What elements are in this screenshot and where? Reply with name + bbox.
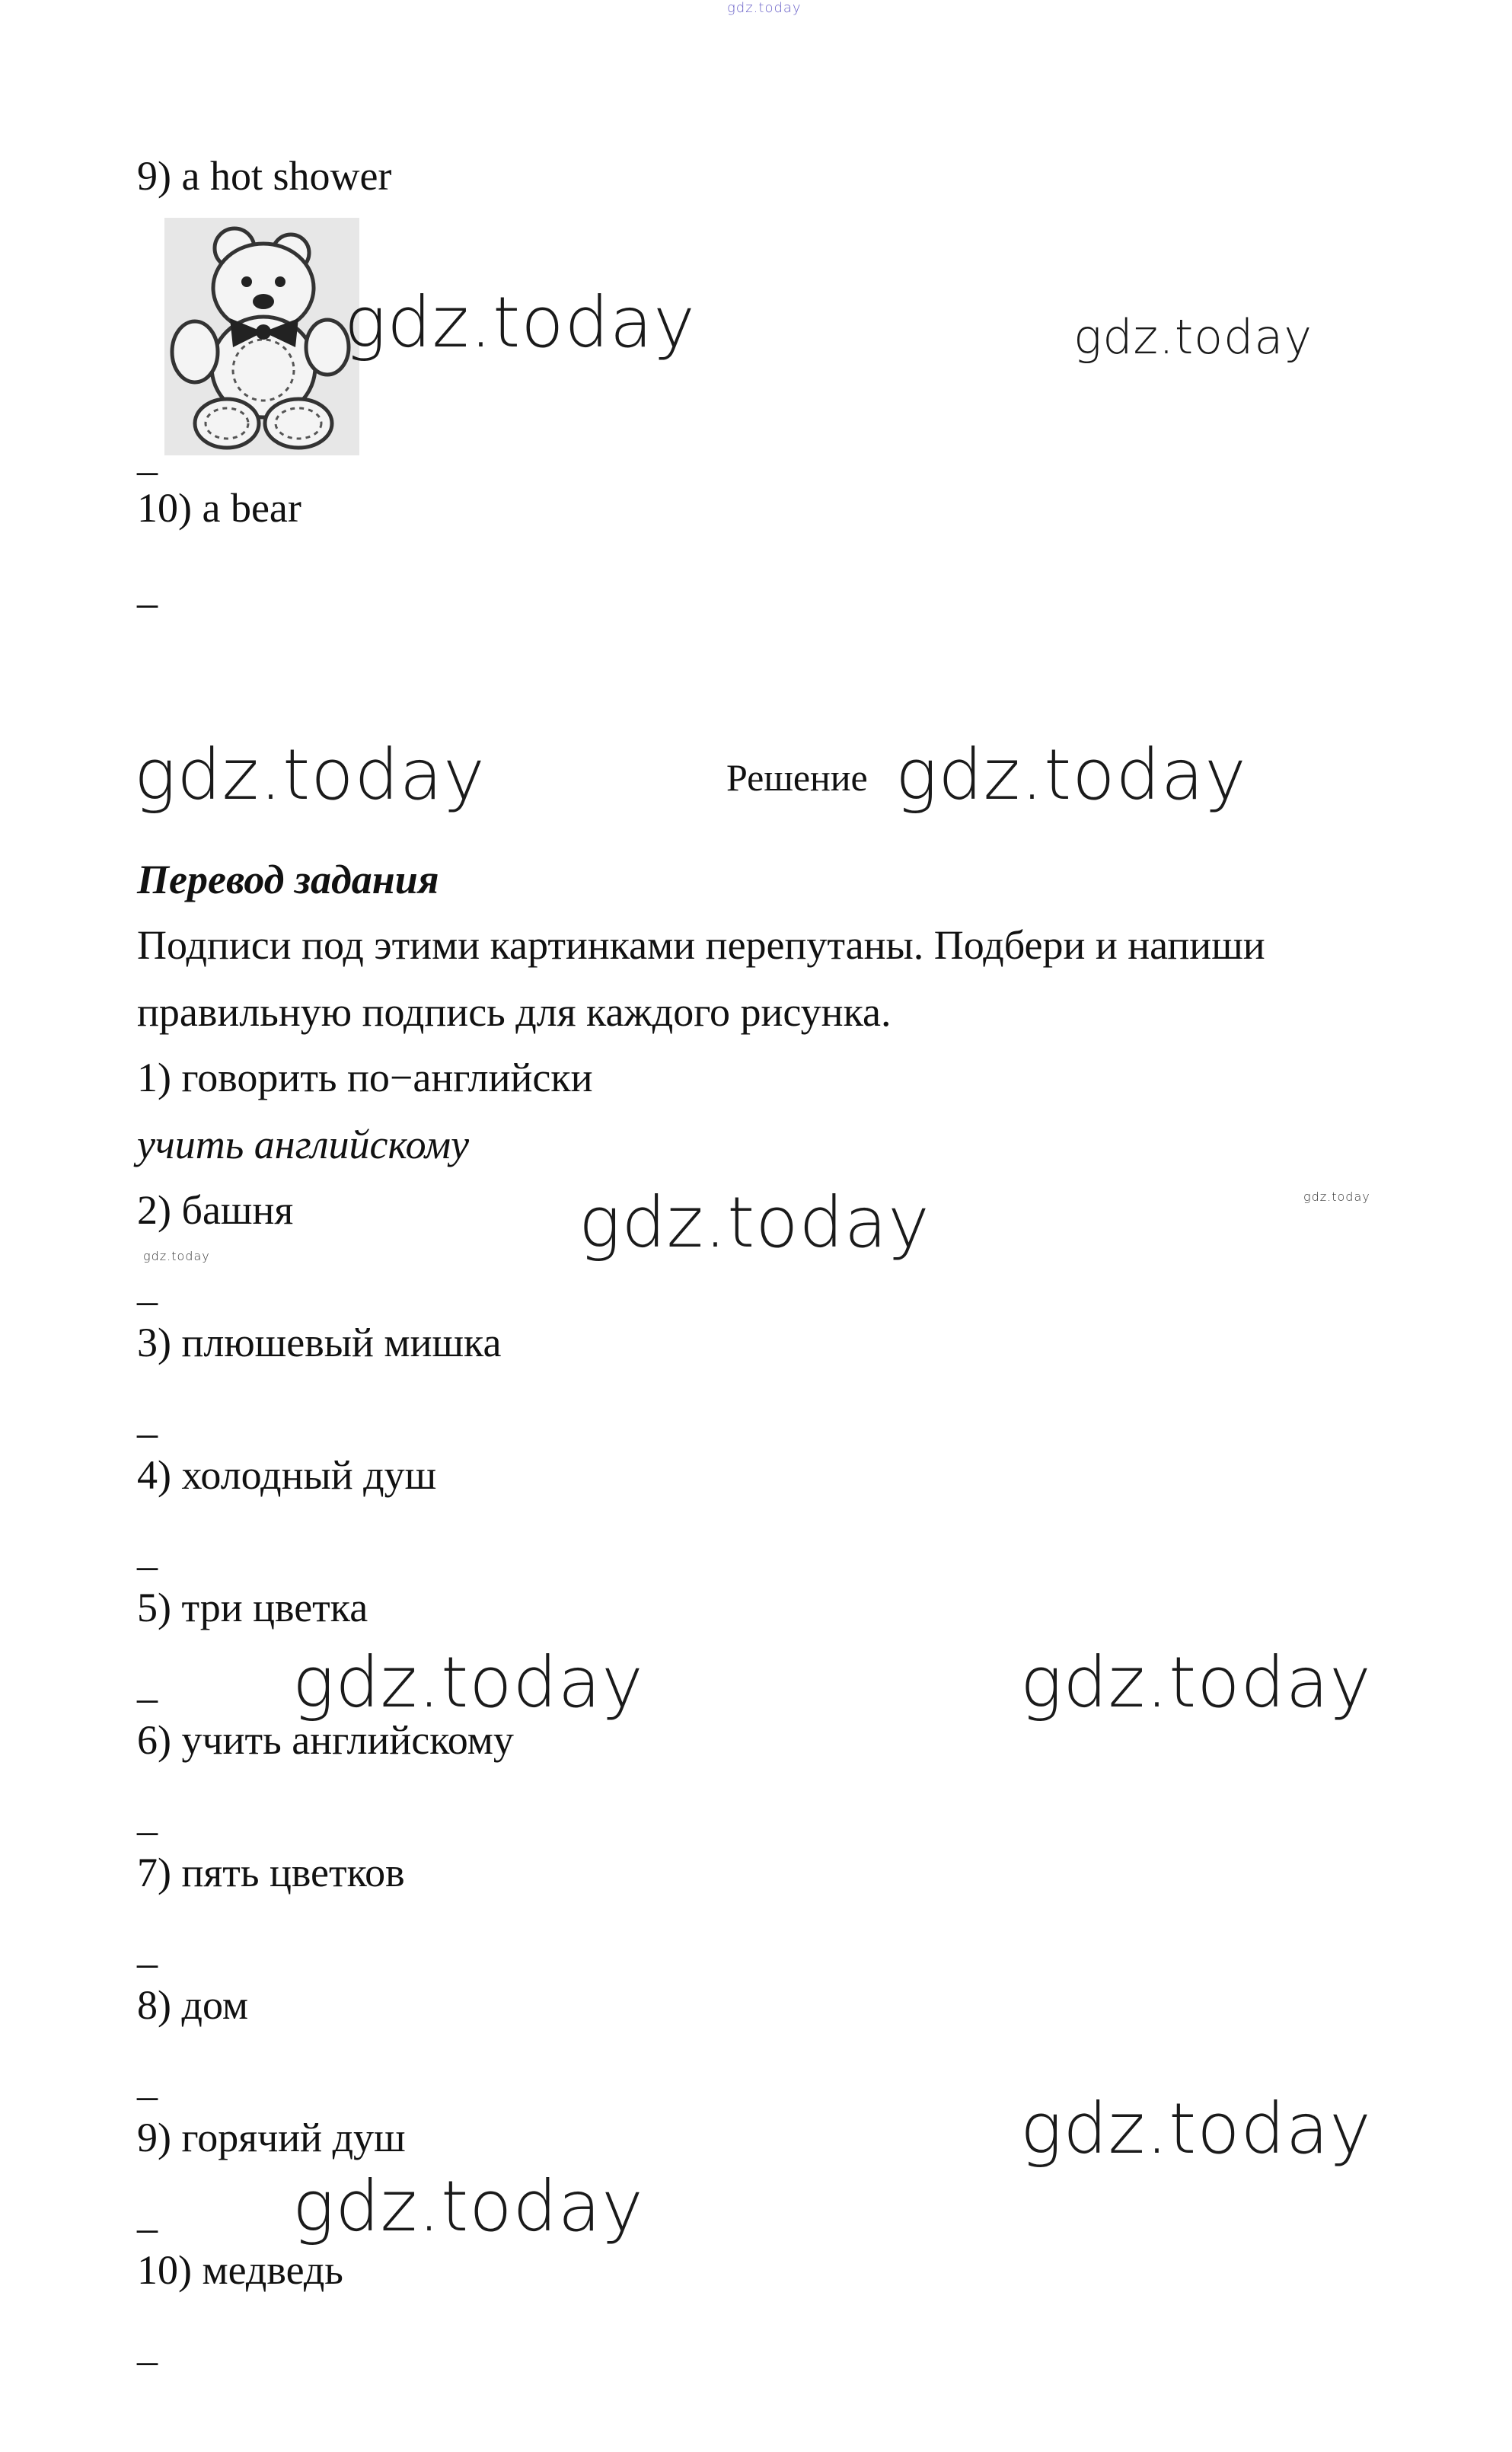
instruction-line-2: правильную подпись для каждого рисунка. [137, 989, 892, 1035]
translation-item-2: 2) башня [137, 1187, 294, 1233]
answer-blank: _ [137, 2191, 158, 2236]
translation-item-8: 8) дом [137, 1982, 249, 2028]
watermark-top: gdz.today [727, 0, 802, 16]
translation-item-5: 5) три цветка [137, 1585, 368, 1630]
answer-blank: _ [137, 1263, 158, 1309]
watermark: gdz.today [134, 734, 486, 816]
teddy-bear-image [164, 218, 359, 455]
translation-heading: Перевод задания [137, 857, 439, 902]
answer-blank: _ [137, 566, 158, 611]
translation-item-4: 4) холодный душ [137, 1452, 437, 1498]
teddy-bear-icon [164, 218, 359, 455]
answer-blank: _ [137, 1396, 158, 1442]
watermark: gdz.today [1020, 2088, 1372, 2169]
answer-blank: _ [137, 2323, 158, 2369]
watermark: gdz.today [292, 2166, 644, 2247]
watermark: gdz.today [143, 1249, 210, 1263]
translation-item-1: 1) говорить по−английски [137, 1055, 593, 1100]
english-item-9: 9) a hot shower [137, 153, 392, 199]
watermark: gdz.today [1073, 309, 1313, 365]
answer-blank: _ [137, 1661, 158, 1707]
watermark: gdz.today [895, 734, 1247, 816]
watermark: gdz.today [1020, 1642, 1372, 1723]
answer-blank: _ [137, 2058, 158, 2104]
translation-item-9: 9) горячий душ [137, 2115, 406, 2160]
watermark: gdz.today [1303, 1189, 1370, 1204]
answer-blank: _ [137, 433, 158, 479]
answer-1: учить английскому [137, 1122, 470, 1167]
watermark: gdz.today [579, 1182, 930, 1263]
answer-blank: _ [137, 1926, 158, 1971]
solution-label: Решение [726, 756, 868, 799]
translation-item-10: 10) медведь [137, 2247, 343, 2293]
watermark: gdz.today [344, 282, 696, 363]
english-item-10: 10) a bear [137, 485, 301, 531]
instruction-line-1: Подписи под этими картинками перепутаны. Подбери и напиши [137, 922, 1265, 968]
answer-blank: _ [137, 1793, 158, 1839]
watermark: gdz.today [292, 1642, 644, 1723]
translation-item-6: 6) учить английскому [137, 1717, 514, 1763]
translation-item-7: 7) пять цветков [137, 1850, 405, 1895]
translation-item-3: 3) плюшевый мишка [137, 1320, 502, 1365]
answer-blank: _ [137, 1528, 158, 1574]
